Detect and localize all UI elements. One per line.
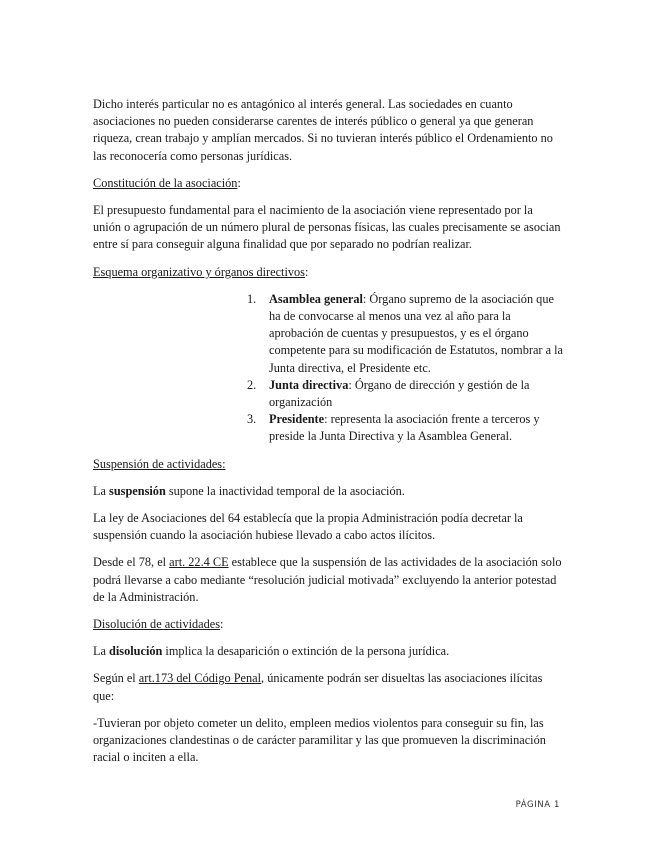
organos-list xyxy=(93,291,563,446)
text-run: supone la inactividad temporal de la asociación. xyxy=(165,483,405,498)
text-run: La xyxy=(93,483,110,498)
disolucion-heading-suffix: : xyxy=(220,617,224,632)
art-22-4-ce-link[interactable]: art. 22.4 CE xyxy=(169,555,229,570)
list-item xyxy=(247,291,563,377)
suspension-term: suspensión xyxy=(109,483,166,498)
disolucion-paragraph-3: -Tuvieran por objeto cometer un delito, empleen medios violentos para conseguir su fin, las organizaciones clandestinas o de carácter paramilitar y las que promueven la discriminación racial o inciten a ella. xyxy=(93,715,546,765)
list-item-number: 3. xyxy=(247,412,257,427)
list-item xyxy=(247,411,563,445)
list-item-text: : representa la asociación frente a terceros y preside la Junta Directiva y la Asamblea General. xyxy=(269,412,540,444)
list-item-text: : Órgano de dirección y gestión de la organización xyxy=(269,377,530,410)
art-173-codigo-penal-link[interactable]: art.173 del Código Penal xyxy=(138,671,262,686)
esquema-heading-suffix: : xyxy=(304,264,309,279)
disolucion-heading-text: Disolución de actividades xyxy=(93,617,221,632)
page-number: PÁGINA 1 xyxy=(515,800,560,810)
list-item-text: : Órgano supremo de la asociación que ha de convocarse al menos una vez al año para la aprobación de cuentas y presupuestos, y es el órgano competente para su modificación de Estatutos, nombrar a la Junta directiva, el Presidente etc. xyxy=(269,291,563,375)
constitucion-heading-text: Constitución de la asociación xyxy=(93,175,238,190)
text-run: , únicamente podrán ser disueltas las asociaciones ilícitas que: xyxy=(93,671,543,703)
constitucion-heading xyxy=(93,175,563,192)
list-item-term: Asamblea general xyxy=(269,291,363,306)
list-item-number: 1. xyxy=(247,291,257,306)
list-item xyxy=(247,377,563,411)
text-run: La xyxy=(93,644,110,659)
disolucion-term: disolución xyxy=(109,644,163,659)
text-run: Según el xyxy=(93,671,139,686)
text-run: Desde el 78, el xyxy=(93,555,170,570)
constitucion-paragraph: El presupuesto fundamental para el nacimiento de la asociación viene representado por la unión o agrupación de un número plural de personas físicas, las cuales precisamente se asocian entre sí para conseguir alguna finalidad que por separado no podrían realizar. xyxy=(93,203,561,252)
text-run: implica la desaparición o extinción de la persona jurídica. xyxy=(162,644,450,659)
disolucion-paragraph-2 xyxy=(93,670,563,704)
document-page xyxy=(93,96,563,777)
list-item-term: Junta directiva xyxy=(269,377,349,392)
intro-paragraph: Dicho interés particular no es antagónico al interés general. Las sociedades en cuanto asociaciones no pueden considerarse carentes de interés público o general ya que generan riqueza, crean trabajo y amplían mercados. Si no tuvieran interés público el Ordenamiento no las reconocería como personas jurídicas. xyxy=(93,97,553,163)
suspension-heading-text: Suspensión de actividades: xyxy=(93,456,226,471)
constitucion-heading-suffix: : xyxy=(237,175,241,190)
disolucion-heading xyxy=(93,616,563,633)
list-item-term: Presidente xyxy=(269,412,325,427)
list-item-number: 2. xyxy=(247,377,257,392)
esquema-heading xyxy=(93,264,563,281)
suspension-heading xyxy=(93,456,563,473)
esquema-heading-text: Esquema organizativo y órganos directivos xyxy=(93,264,305,279)
text-run: establece que la suspensión de las actividades de la asociación solo podrá llevarse a cabo mediante “resolución judicial motivada” excluyendo la anterior potestad de la Administración. xyxy=(93,555,562,604)
suspension-paragraph-2: La ley de Asociaciones del 64 establecía que la propia Administración podía decretar la suspensión cuando la asociación hubiese llevado a cabo actos ilícitos. xyxy=(93,511,523,543)
disolucion-paragraph-1 xyxy=(93,643,563,660)
suspension-paragraph-1 xyxy=(93,483,563,500)
suspension-paragraph-3 xyxy=(93,554,563,606)
